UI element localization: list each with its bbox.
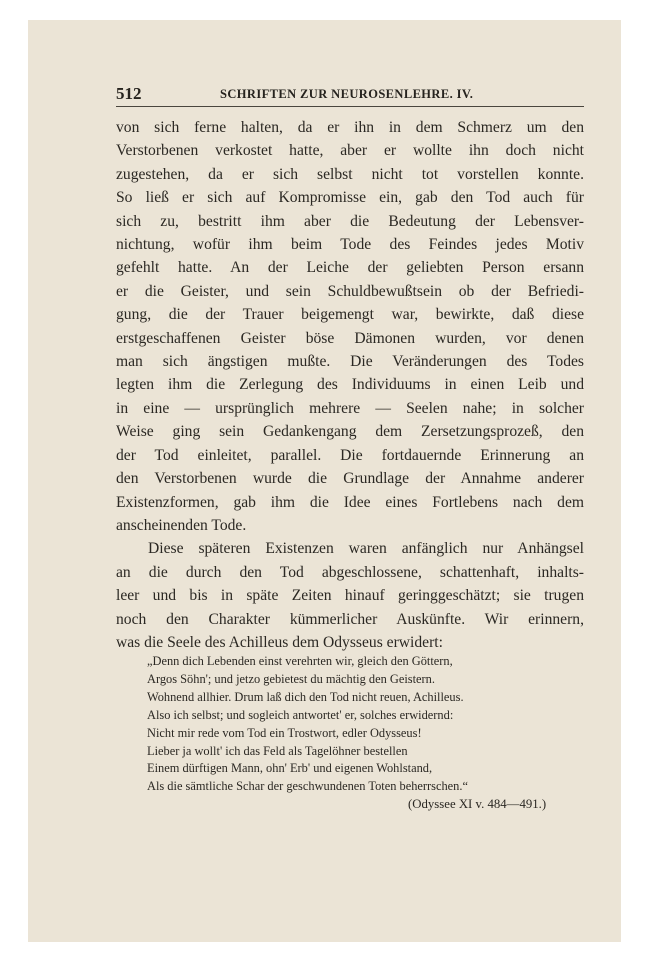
page-number: 512 <box>116 84 142 103</box>
verse-line: Also ich selbst; und sogleich antwortet' er, solches erwidernd: <box>147 707 454 722</box>
verse-citation: (Odyssee XI v. 484—491.) <box>408 797 547 811</box>
page-header <box>116 84 584 107</box>
text-line: man sich ängstigen mußte. Die Veränderungen des Todes <box>116 353 584 371</box>
text-line: anscheinenden Tode. <box>116 516 247 534</box>
paragraph-2 <box>116 537 584 654</box>
text-line: sich zu, bestritt ihm aber die Bedeutung der Lebensver- <box>116 212 584 230</box>
verse-line: Nicht mir rede vom Tod ein Trostwort, edler Odysseus! <box>147 725 422 740</box>
text-line: was die Seele des Achilleus dem Odysseus erwidert: <box>116 633 443 651</box>
text-line: legten ihm die Zerlegung des Individuums in einen Leib und <box>116 376 584 394</box>
text-line: Weise ging sein Gedankengang dem Zersetzungsprozeß, den <box>116 423 584 441</box>
text-line: gung, die der Trauer beigemengt war, bewirkte, daß diese <box>116 306 584 324</box>
text-line: Diese späteren Existenzen waren anfänglich nur Anhängsel <box>148 540 584 558</box>
verse-line: Als die sämtliche Schar der geschwundenen Toten beherrschen.“ <box>147 779 468 794</box>
verse-line: Wohnend allhier. Drum laß dich den Tod nicht reuen, Achilleus. <box>147 689 464 704</box>
text-line: Existenzformen, gab ihm die Idee eines Fortlebens nach dem <box>116 493 584 511</box>
text-line: nichtung, wofür ihm beim Tode des Feindes jedes Motiv <box>116 236 584 254</box>
text-line: gefehlt hatte. An der Leiche der geliebten Person ersann <box>116 259 584 277</box>
verse-line: Lieber ja wollt' ich das Feld als Tagelöhner bestellen <box>147 743 408 758</box>
text-line: den Verstorbenen wurde die Grundlage der Annahme anderer <box>116 470 584 488</box>
text-line: er die Geister, und sein Schuldbewußtsein ob der Befriedi- <box>116 282 584 300</box>
text-line: an die durch den Tod abgeschlossene, schattenhaft, inhalts- <box>116 563 584 581</box>
body-text <box>116 116 584 654</box>
text-line: So ließ er sich auf Kompromisse ein, gab den Tod auch für <box>116 189 584 207</box>
text-line: erstgeschaffenen Geister böse Dämonen wurden, vor denen <box>116 329 584 347</box>
paragraph-1 <box>116 116 584 537</box>
running-head: SCHRIFTEN ZUR NEUROSENLEHRE. IV. <box>220 87 474 101</box>
verse-line: Einem dürftigen Mann, ohn' Erb' und eigenen Wohlstand, <box>147 761 433 776</box>
text-line: von sich ferne halten, da er ihn in dem Schmerz um den <box>116 119 584 136</box>
verse-quotation <box>147 653 587 796</box>
verse-line: „Denn dich Lebenden einst verehrten wir, gleich den Göttern, <box>147 654 453 668</box>
text-line: Verstorbenen verkostet hatte, aber er wollte ihn doch nicht <box>116 142 584 160</box>
verse-line: Argos Söhn'; und jetzo gebietest du mächtig den Geistern. <box>147 671 435 686</box>
text-line: in eine — ursprünglich mehrere — Seelen nahe; in solcher <box>116 399 584 417</box>
text-line: noch den Charakter kümmerlicher Auskünfte. Wir erinnern, <box>116 610 584 628</box>
text-line: zugestehen, da er sich selbst nicht tot vorstellen konnte. <box>116 165 584 183</box>
text-line: der Tod einleitet, parallel. Die fortdauernde Erinnerung an <box>116 446 584 464</box>
text-line: leer und bis in späte Zeiten hinauf geringgeschätzt; sie trugen <box>116 587 584 605</box>
book-page <box>28 20 621 942</box>
